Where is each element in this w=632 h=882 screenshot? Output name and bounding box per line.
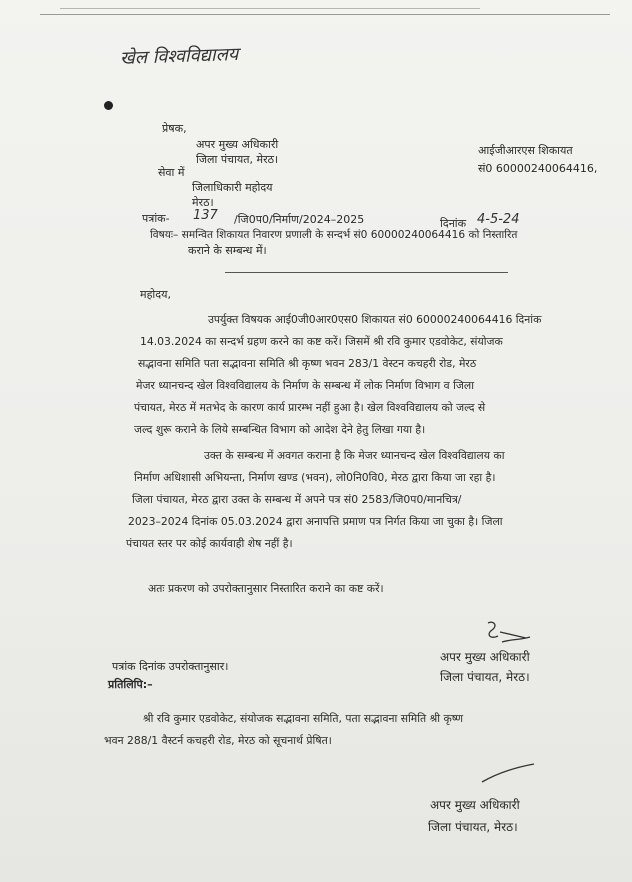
date-label: दिनांक (440, 217, 467, 230)
para2-line4: 2023–2024 दिनांक 05.03.2024 द्वारा अनापत्ति प्रमाण पत्र निर्गत किया जा चुका है। जिला (128, 515, 503, 528)
sender-label: प्रेषक, (162, 122, 187, 135)
signature-scribble-1 (478, 618, 538, 648)
para2-line2: निर्माण अधिशासी अभियन्ता, निर्माण खण्ड (भवन), लो0नि0वि0, मेरठ द्वारा किया जा रहा है। (134, 471, 496, 484)
para1-line3: सद्भावना समिति पता सद्भावना समिति श्री कृष्ण भवन 283/1 वेस्टन कचहरी रोड, मेरठ (138, 357, 477, 370)
para2-line3: जिला पंचायत, मेरठ द्वारा उक्त के सम्बन्ध में अपने पत्र सं0 2583/जि0प0/मानचित्र/ (132, 493, 462, 506)
subject-line2: कराने के सम्बन्ध में। (188, 244, 267, 257)
scan-edge-line (60, 8, 480, 9)
para1-line1: उपर्युक्त विषयक आई0जी0आर0एस0 शिकायत सं0 60000240064416 दिनांक (208, 313, 542, 326)
bullet-dot (104, 101, 113, 110)
para2-line1: उक्त के सम्बन्ध में अवगत कराना है कि मेजर ध्यानचन्द खेल विश्वविद्यालय का (204, 449, 505, 462)
para1-line4: मेजर ध्यानचन्द खेल विश्वविद्यालय के निर्माण के सम्बन्ध में लोक निर्माण विभाग व जिला (136, 379, 474, 392)
recipient-line2: मेरठ। (192, 196, 214, 209)
letter-no-handwritten: 137 (193, 208, 218, 223)
recipient-line1: जिलाधिकारी महोदय (192, 181, 273, 194)
complaint-ref-line1: आईजीआरएस शिकायत (478, 144, 573, 157)
signature1-line2: जिला पंचायत, मेरठ। (440, 670, 530, 684)
signature2-line2: जिला पंचायत, मेरठ। (428, 820, 518, 834)
sender-line1: अपर मुख्य अधिकारी (196, 138, 279, 151)
para2-line5: पंचायत स्तर पर कोई कार्यवाही शेष नहीं है। (126, 537, 293, 550)
copy-body-line2: भवन 288/1 वैस्टर्न कचहरी रोड, मेरठ को सूचनार्थ प्रेषित। (104, 734, 332, 747)
date-handwritten: 4-5-24 (477, 212, 520, 227)
letter-no-prefix: पत्रांक- (142, 212, 170, 225)
copy-ref-line: पत्रांक दिनांक उपरोक्तानुसार। (112, 660, 229, 673)
signature2-line1: अपर मुख्य अधिकारी (430, 798, 520, 812)
signature-scribble-2 (478, 760, 538, 788)
handwritten-header: खेल विश्वविद्यालय (119, 43, 239, 70)
top-rule (40, 14, 610, 15)
subject-line1: विषयः– समन्वित शिकायत निवारण प्रणाली के सन्दर्भ सं0 60000240064416 को निस्तारित (150, 229, 518, 241)
para1-line2: 14.03.2024 का सन्दर्भ ग्रहण करने का कष्ट करें। जिसमें श्री रवि कुमार एडवोकेट, संयोजक (140, 335, 503, 348)
copy-label: प्रतिलिपि:– (108, 678, 153, 691)
subject-underline (225, 272, 508, 273)
sender-line2: जिला पंचायत, मेरठ। (196, 153, 279, 166)
letter-no-rest: /जि0प0/निर्माण/2024–2025 (234, 213, 365, 226)
complaint-ref-line2: सं0 60000240064416, (478, 162, 598, 175)
copy-body-line1: श्री रवि कुमार एडवोकेट, संयोजक सद्भावना समिति, पता सद्भावना समिति श्री कृष्ण (143, 712, 464, 725)
para1-line5: पंचायत, मेरठ में मतभेद के कारण कार्य प्रारम्भ नहीं हुआ है। खेल विश्वविद्यालय को जल्द से (134, 401, 486, 414)
recipient-label: सेवा में (158, 166, 185, 179)
signature1-line1: अपर मुख्य अधिकारी (440, 650, 530, 664)
salutation: महोदय, (140, 288, 171, 301)
para3: अतः प्रकरण को उपरोक्तानुसार निस्तारित कराने का कष्ट करें। (148, 582, 384, 595)
para1-line6: जल्द शुरू कराने के लिये सम्बन्धित विभाग को आदेश देने हेतु लिखा गया है। (134, 423, 426, 436)
